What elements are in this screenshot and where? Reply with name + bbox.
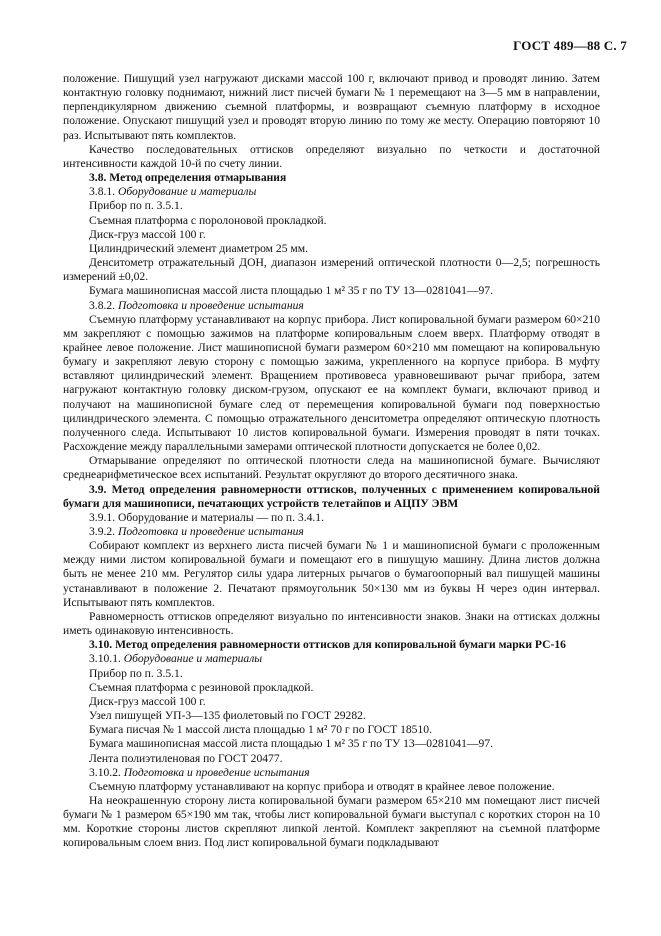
list-item: Бумага машинописная массой листа площадью 1 м² 35 г по ТУ 13—0281041—97. [89, 737, 493, 751]
section-heading: 3.8. Метод определения отмарывания [89, 171, 287, 185]
list-item: Диск-груз массой 100 г. [89, 227, 206, 241]
paragraph: Равномерность оттисков определяют визуально по интенсивности знаков. Знаки на оттисках должны иметь одинаковую интенсивность. [63, 609, 600, 638]
subsection-heading [63, 766, 600, 780]
subsection-title: Подготовка и проведение испытания [123, 765, 310, 779]
subsection-number: 3.10.1. [89, 652, 121, 666]
subsection-heading [63, 185, 600, 199]
list-item: Бумага писчая № 1 массой листа площадью 1 м² 70 г по ГОСТ 18510. [89, 723, 432, 737]
list-item: Лента полиэтиленовая по ГОСТ 20477. [89, 751, 283, 765]
page-header: ГОСТ 489—88 С. 7 [513, 38, 627, 53]
list-item: Цилиндрический элемент диаметром 25 мм. [89, 241, 308, 255]
subsection-heading [63, 652, 600, 666]
subsection-number: 3.9.2. [89, 525, 116, 538]
list-item: Съемная платформа с резиновой прокладкой. [89, 680, 314, 694]
subsection-heading [63, 525, 600, 539]
paragraph: Отмарывание определяют по оптической плотности следа на машинописной бумаге. Вычисляют среднеарифметическое всех испытаний. Результат округляют до второго десятичного знака. [63, 454, 600, 482]
subsection-number: 3.8.2. [89, 298, 116, 312]
paragraph: На неокрашенную сторону листа копировальной бумаги размером 65×210 мм помещают лист писчей бумаги № 1 размером 65×190 мм так, чтобы лист копировальной бумаги выступал с коротких сторон на 10 мм. Короткие стороны листов скрепляют липкой лентой. Комплект закрепляют на съемной платформе копировальным слоем вниз. Под лист копировальной бумаги подкладывают [63, 793, 600, 850]
subsection-title: Оборудование и материалы [118, 185, 257, 199]
subsection-title: Подготовка и проведение испытания [118, 525, 304, 538]
paragraph: Съемную платформу устанавливают на корпус прибора и отводят в крайнее левое положение. [89, 779, 555, 793]
paragraph: положение. Пишущий узел нагружают дисками массой 100 г, включают привод и проводят линию. Затем контактную головку поднимают, нижний лист писчей бумаги № 1 перемещают на 3—5 мм в направлении, перпендикулярном движению съемной платформы, и возвращают съемную платформу в исходное положение. Опускают пишущий узел и проводят вторую линию по тому же месту. Операцию повторяют 10 раз. Испытывают пять комплектов. [63, 72, 600, 142]
subsection-title: Оборудование и материалы [123, 652, 263, 666]
document-body [63, 72, 600, 851]
list-item: Прибор по п. 3.5.1. [89, 666, 183, 680]
list-item: Узел пишущей УП-3—135 фиолетовый по ГОСТ 29282. [89, 709, 366, 723]
section-heading: 3.9. Метод определения равномерности оттисков, полученных с применением копировальной бумаги для машинописи, печатающих устройств телетайпов и АЦПУ ЭВМ [63, 482, 600, 510]
paragraph: Собирают комплект из верхнего листа писчей бумаги № 1 и машинописной бумаги с проложенным между ними листом копировальной бумаги и помещают его в пишущую машину. Длина листов должна быть не менее 210 мм. Регулятор силы удара литерных рычагов о бумагоопорный вал пишущей машины устанавливают в положение 2. Печатают прямоугольник 50×130 мм из буквы Н через один интервал. Испытывают пять комплектов. [63, 539, 600, 609]
paragraph: Съемную платформу устанавливают на корпус прибора. Лист копировальной бумаги размером 60×210 мм закрепляют с помощью зажимов на платформе копировальным слоем вверх. Платформу отводят в крайнее левое положение. Лист машинописной бумаги размером 60×210 мм помещают на копировальную бумагу и закрепляют левую сторону с помощью зажима, укрепленного на корпусе прибора. В муфту вставляют цилиндрический элемент. Вращением противовеса уравновешивают рычаг прибора, затем нагружают контактную головку диском-грузом, опускают ее на комплект бумаги, включают привод и получают на машинописной бумаге след от перемещения копировальной бумаги под поверхностью цилиндрического элемента. С помощью отражательного денситометра определяют оптическую плотность полученного следа. Испытывают 10 листов копировальной бумаги. Измерения проводят в пяти точках. Расхождение между параллельными замерами оптической плотности допускается не более 0,02. [63, 312, 600, 454]
list-item: Съемная платформа с поролоновой прокладкой. [89, 213, 327, 227]
subsection-title: Подготовка и проведение испытания [118, 298, 304, 312]
section-heading: 3.10. Метод определения равномерности оттисков для копировальной бумаги марки РС-16 [89, 638, 566, 652]
subsection-number: 3.10.2. [89, 765, 121, 779]
subsection-heading [63, 299, 600, 313]
subsection-number: 3.8.1. [89, 185, 116, 199]
paragraph: Качество последовательных оттисков определяют визуально по четкости и достаточной интенсивности каждой 10-й по счету линии. [63, 142, 600, 170]
list-item: Бумага машинописная массой листа площадью 1 м² 35 г по ТУ 13—0281041—97. [89, 284, 493, 298]
list-item: Диск-груз массой 100 г. [89, 694, 206, 708]
list-item: Денситометр отражательный ДОН, диапазон измерений оптической плотности 0—2,5; погрешность измерений ±0,02. [63, 256, 600, 284]
paragraph: 3.9.1. Оборудование и материалы — по п. 3.4.1. [89, 510, 324, 524]
list-item: Прибор по п. 3.5.1. [89, 199, 183, 213]
